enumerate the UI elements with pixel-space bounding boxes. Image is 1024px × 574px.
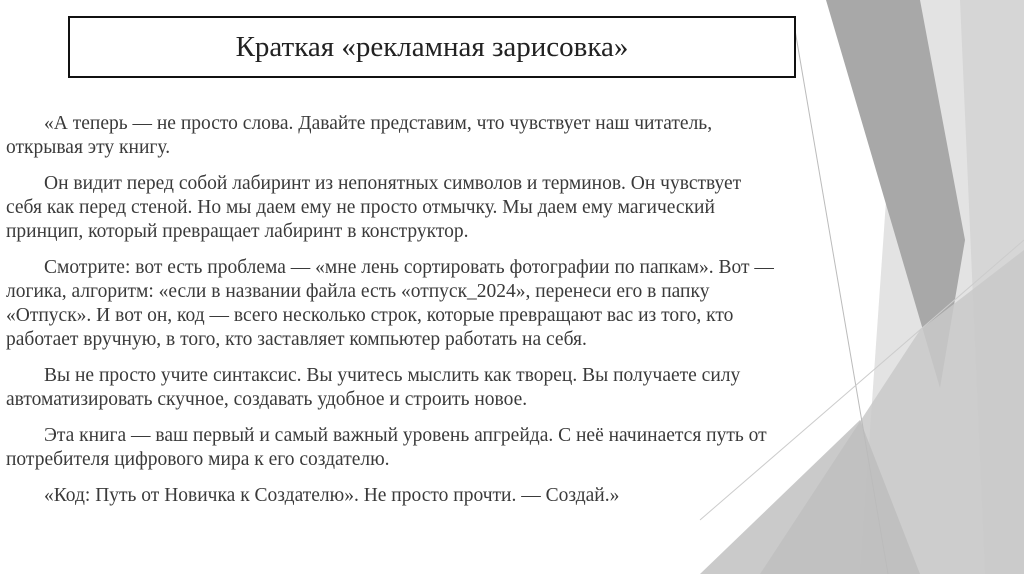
text-line: Вы не просто учите синтаксис. Вы учитесь мыслить как творец. Вы получаете силу	[44, 365, 741, 386]
text-line: принцип, который превращает лабиринт в конструктор.	[6, 221, 469, 242]
text-line: работает вручную, в того, кто заставляет компьютер работать на себя.	[6, 329, 587, 350]
paragraph-3	[6, 256, 856, 352]
text-line: открывая эту книгу.	[6, 137, 171, 158]
text-line: «А теперь — не просто слова. Давайте представим, что чувствует наш читатель,	[44, 113, 713, 134]
paragraph-5	[6, 424, 856, 472]
paragraph-2	[6, 172, 856, 244]
paragraph-1	[6, 112, 856, 160]
slide-title: Краткая «рекламная зарисовка»	[235, 30, 629, 63]
title-box	[68, 16, 796, 78]
text-line: автоматизировать скучное, создавать удобное и строить новое.	[6, 389, 528, 410]
paragraph-6	[6, 484, 856, 508]
text-line: потребителя цифрового мира к его создателю.	[6, 449, 390, 470]
slide-body	[6, 112, 856, 520]
text-line: Он видит перед собой лабиринт из непонятных символов и терминов. Он чувствует	[44, 173, 742, 194]
text-line: Эта книга — ваш первый и самый важный уровень апгрейда. С неё начинается путь от	[44, 425, 767, 446]
text-line: Смотрите: вот есть проблема — «мне лень сортировать фотографии по папкам». Вот —	[44, 257, 774, 278]
text-line: себя как перед стеной. Но мы даем ему не просто отмычку. Мы даем ему магический	[6, 197, 715, 218]
paragraph-4	[6, 364, 856, 412]
text-line: «Код: Путь от Новичка к Создателю». Не просто прочти. — Создай.»	[44, 485, 620, 506]
text-line: «Отпуск». И вот он, код — всего несколько строк, которые превращают вас из того, кто	[6, 305, 734, 326]
text-line: логика, алгоритм: «если в названии файла есть «отпуск_2024», перенеси его в папку	[6, 281, 710, 302]
